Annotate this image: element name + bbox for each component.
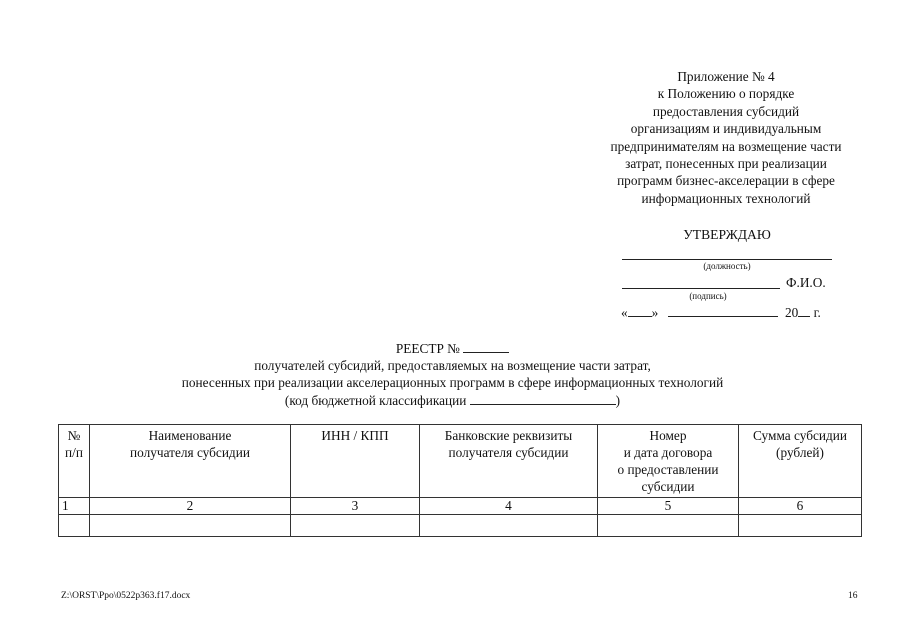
day-blank [628, 303, 652, 317]
month-blank [668, 303, 778, 317]
header-text: Банковские реквизиты [444, 428, 573, 443]
name-label: Ф.И.О. [786, 275, 826, 290]
year-prefix: 20 [784, 305, 799, 320]
header-text: получателя субсидии [448, 445, 569, 460]
budget-code-suffix: ) [615, 393, 621, 408]
header-text: (рублей) [776, 445, 824, 460]
header-text: ИНН / КПП [321, 428, 389, 443]
column-number: 4 [420, 498, 598, 515]
year-blank [798, 303, 810, 317]
table-cell [739, 515, 862, 537]
registry-title-block [0, 339, 905, 409]
registry-subtitle-1: получателей субсидий, предоставляемых на возмещение части затрат, [254, 358, 651, 373]
column-number: 2 [90, 498, 291, 515]
registry-subtitle-2: понесенных при реализации акселерационных программ в сфере информационных технологий [181, 375, 724, 390]
signature-caption: (подпись) [689, 291, 727, 301]
table-row [59, 515, 862, 537]
appendix-line: программ бизнес-акселерации в сфере [617, 173, 835, 189]
appendix-line: предоставления субсидий [652, 103, 800, 119]
header-text: получателя субсидии [130, 445, 250, 460]
header-text: № [67, 428, 81, 443]
table-cell [598, 515, 739, 537]
registry-title-text: РЕЕСТР № [395, 341, 460, 356]
position-line [622, 259, 832, 260]
appendix-line: организациям и индивидуальным [630, 121, 822, 137]
header-cell-recipient-name [90, 425, 291, 498]
table-cell [59, 515, 90, 537]
header-cell-subsidy-amount [739, 425, 862, 498]
registry-title [0, 339, 905, 357]
header-text: субсидии [641, 479, 695, 494]
appendix-line: затрат, понесенных при реализации [625, 156, 827, 172]
header-text: Сумма субсидии [753, 428, 847, 443]
header-text: о предоставлении [617, 462, 719, 477]
table-header-row [59, 425, 862, 498]
file-path: Z:\ORST\Ppo\0522p363.f17.docx [61, 591, 191, 601]
header-text: Номер [649, 428, 687, 443]
column-number: 6 [739, 498, 862, 515]
table-number-row [59, 498, 862, 515]
header-cell-inn-kpp [291, 425, 420, 498]
year-suffix: г. [813, 305, 821, 320]
approval-title: УТВЕРЖДАЮ [683, 227, 771, 242]
appendix-line: предпринимателям на возмещение части [610, 138, 842, 154]
appendix-line: информационных технологий [641, 190, 811, 206]
registry-table [58, 424, 862, 537]
header-text: Наименование [148, 428, 232, 443]
signature-line [622, 288, 780, 289]
budget-code-blank [470, 391, 616, 405]
header-cell-bank-details [420, 425, 598, 498]
budget-code-line [0, 391, 905, 409]
quote-open: « [621, 305, 628, 320]
table-cell [420, 515, 598, 537]
header-text: и дата договора [623, 445, 713, 460]
header-cell-contract [598, 425, 739, 498]
header-cell-number [59, 425, 90, 498]
appendix-header [590, 68, 862, 207]
appendix-line: Приложение № 4 [677, 69, 775, 84]
table-cell [90, 515, 291, 537]
appendix-line: к Положению о порядке [657, 86, 795, 102]
quote-close: » [651, 305, 659, 320]
column-number: 1 [59, 498, 90, 515]
approval-date [621, 303, 821, 321]
page-number: 16 [848, 591, 858, 601]
registry-number-blank [463, 339, 509, 353]
column-number: 5 [598, 498, 739, 515]
header-text: п/п [65, 445, 83, 460]
budget-code-prefix: (код бюджетной классификации [284, 393, 467, 408]
table-cell [291, 515, 420, 537]
position-caption: (должность) [703, 261, 751, 271]
column-number: 3 [291, 498, 420, 515]
